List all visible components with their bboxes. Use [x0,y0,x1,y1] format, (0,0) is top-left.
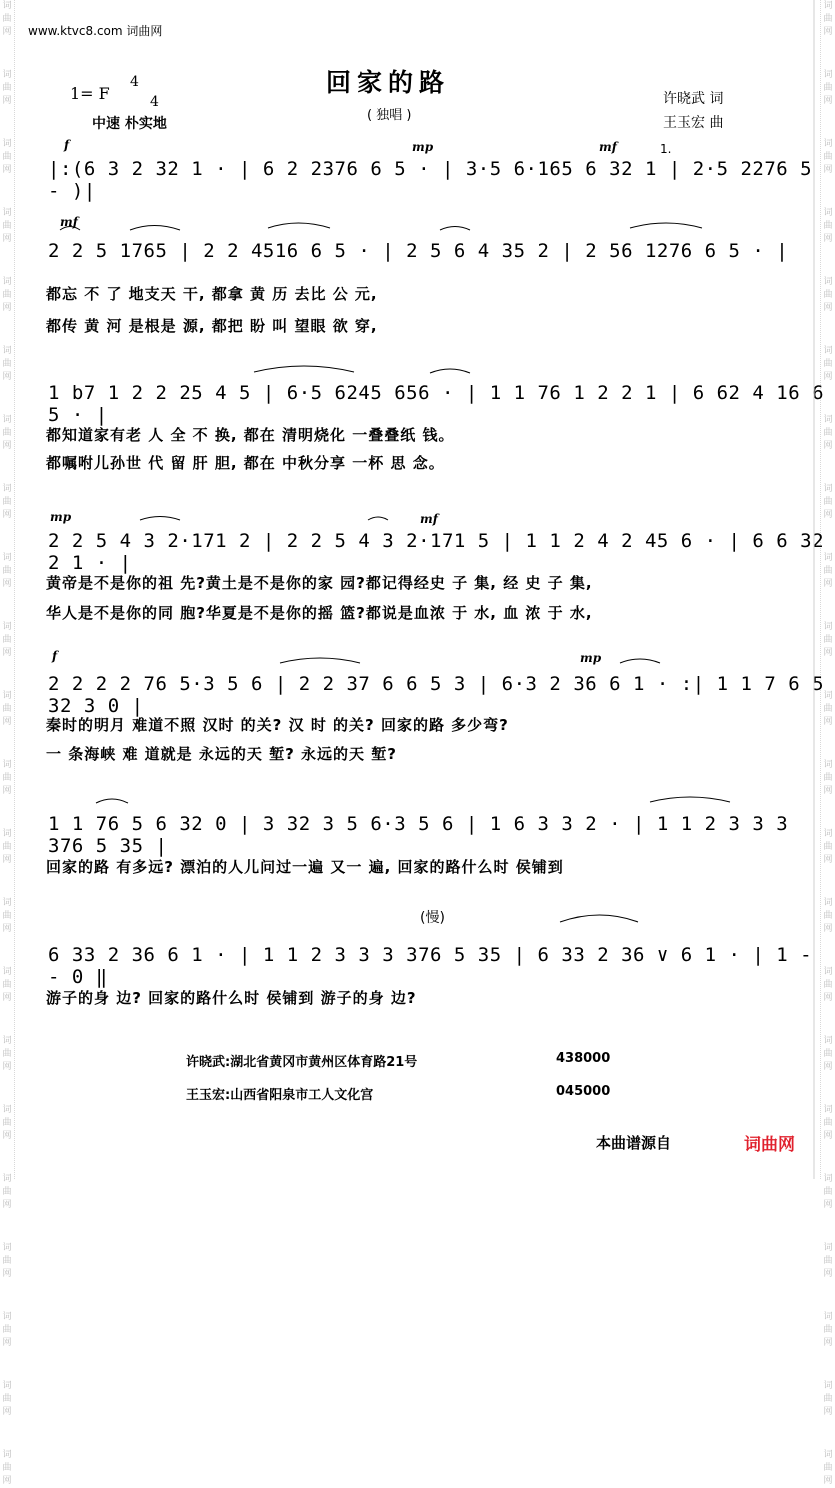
slur-mark [560,915,638,922]
slur-mark [268,223,330,228]
watermark-glyph: 词 曲 网 [2,829,12,865]
watermark-glyph: 词 曲 网 [823,553,833,589]
watermark-glyph: 词 曲 网 [823,967,833,1003]
composer-credit: 王玉宏 曲 [663,115,724,131]
watermark-glyph: 词 曲 网 [823,829,833,865]
slur-mark [620,659,660,663]
time-signature-bottom: 4 [150,94,159,110]
notation-line-5: 2 2 2 2 76 5·3 5 6 | 2 2 37 6 6 5 3 | 6·3 2 36 6 1 · :| 1 1 7 6 5 32 3 0 | [48,673,825,717]
zip-lyricist: 438000 [556,1051,611,1066]
lyric-line-6a: 回家的路 有多远? 漂泊的人儿问过一遍 又一 遍, 回家的路什么时 侯铺到 [46,858,564,876]
watermark-glyph: 词 曲 网 [823,622,833,658]
watermark-glyph: 词 曲 网 [2,1036,12,1072]
notation-line-2: 2 2 5 1765 | 2 2 4516 6 5 · | 2 5 6 4 35 2 | 2 56 1276 6 5 · | [48,240,789,262]
slur-mark [140,517,180,521]
lyric-line-7a: 游子的身 边? 回家的路什么时 侯铺到 游子的身 边? [46,989,417,1007]
lyric-line-2a: 都忘 不 了 地支天 干, 都拿 黄 历 去比 公 元, [46,285,378,303]
watermark-glyph: 词 曲 网 [2,1381,12,1417]
watermark-glyph: 词 曲 网 [2,70,12,106]
watermark-glyph: 词 曲 网 [2,1243,12,1279]
watermark-glyph: 词 曲 网 [823,1312,833,1348]
song-title: 回家的路 [326,68,451,97]
dynamic-f-2: f [52,649,58,663]
dynamic-mp-1: mp [412,140,434,154]
address-lyricist: 许晓武:湖北省黄冈市黄州区体育路21号 [186,1055,418,1070]
notation-line-3: 1 b7 1 2 2 25 4 5 | 6·5 6245 656 · | 1 1 76 1 2 2 1 | 6 62 4 16 6 5 · | [48,382,825,426]
watermark-glyph: 词 曲 网 [823,1450,833,1486]
slur-mark [440,227,470,231]
watermark-glyph: 词 曲 网 [823,139,833,175]
slur-mark [368,517,388,520]
watermark-glyph: 词 曲 网 [2,760,12,796]
watermark-glyph: 词 曲 网 [823,691,833,727]
source-logo[interactable]: 词曲网 [744,1135,795,1155]
tempo-marking: 中速 朴实地 [92,116,167,132]
watermark-glyph: 词 曲 网 [2,484,12,520]
watermark-glyph: 词 曲 网 [823,1243,833,1279]
watermark-glyph: 词 曲 网 [2,139,12,175]
watermark-glyph: 词 曲 网 [823,760,833,796]
dynamic-f-1: f [64,138,70,152]
watermark-glyph: 词 曲 网 [823,70,833,106]
source-label: 本曲谱源自 [596,1134,672,1152]
watermark-glyph: 词 曲 网 [823,1381,833,1417]
lyric-line-4b: 华人是不是你的同 胞?华夏是不是你的摇 篮?都说是血浓 于 水, 血 浓 于 水, [46,604,593,622]
watermark-glyph: 词 曲 网 [823,277,833,313]
notation-line-4: 2 2 5 4 3 2·171 2 | 2 2 5 4 3 2·171 5 | 1 1 2 4 2 45 6 · | 6 6 32 2 1 · | [48,530,825,574]
watermark-glyph: 词 曲 网 [2,415,12,451]
site-header[interactable]: www.ktvc8.com 词曲网 [28,24,163,38]
watermark-glyph: 词 曲 网 [823,346,833,382]
watermark-glyph: 词 曲 网 [2,1312,12,1348]
lyric-line-3b: 都嘱咐儿孙世 代 留 肝 胆, 都在 中秋分享 一杯 思 念。 [46,454,445,472]
watermark-glyph: 词 曲 网 [823,1036,833,1072]
watermark-glyph: 词 曲 网 [823,898,833,934]
lyric-line-2b: 都传 黄 河 是根是 源, 都把 盼 叫 望眼 欲 穿, [46,317,378,335]
slur-mark [60,227,80,231]
slur-mark [254,366,354,372]
song-subtitle: ( 独唱 ) [367,108,412,123]
slur-mark [630,223,702,228]
watermark-glyph: 词 曲 网 [2,208,12,244]
notation-line-7: 6 33 2 36 6 1 · | 1 1 2 3 3 3 376 5 35 | 6 33 2 36 ∨ 6 1 · | 1 - - 0 ‖ [48,944,813,988]
volta-one: 1. [660,142,672,156]
watermark-glyph: 词 曲 网 [823,1174,833,1210]
slur-mark [96,799,128,803]
lyric-line-5a: 秦时的明月 难道不照 汉时 的关? 汉 时 的关? 回家的路 多少弯? [46,716,509,734]
dynamic-mp-3: mp [580,651,602,665]
watermark-glyph: 词 曲 网 [2,691,12,727]
dynamic-mf-2: mf [60,215,78,229]
watermark-glyph: 词 曲 网 [2,553,12,589]
watermark-glyph: 词 曲 网 [823,484,833,520]
slow-marking: (慢) [420,910,445,926]
watermark-glyph: 词 曲 网 [2,622,12,658]
watermark-glyph: 词 曲 网 [2,1174,12,1210]
lyric-line-4a: 黄帝是不是你的祖 先?黄土是不是你的家 园?都记得经史 子 集, 经 史 子 集, [46,574,593,592]
zip-composer: 045000 [556,1084,611,1099]
watermark-glyph: 词 曲 网 [2,1105,12,1141]
watermark-glyph: 词 曲 网 [2,1450,12,1486]
slur-mark [130,226,180,231]
lyricist-credit: 许晓武 词 [663,91,724,107]
dynamic-mf-1: mf [599,140,617,154]
key-signature: 1= F [70,84,110,103]
watermark-glyph: 词 曲 网 [823,208,833,244]
notation-line-6: 1 1 76 5 6 32 0 | 3 32 3 5 6·3 5 6 | 1 6 3 3 2 · | 1 1 2 3 3 3 376 5 35 | [48,813,789,857]
watermark-glyph: 词 曲 网 [2,898,12,934]
lyric-line-3a: 都知道家有老 人 全 不 换, 都在 清明烧化 一叠叠纸 钱。 [46,426,455,444]
watermark-glyph: 词 曲 网 [823,415,833,451]
watermark-glyph: 词 曲 网 [823,1,833,37]
address-composer: 王玉宏:山西省阳泉市工人文化宫 [186,1088,374,1103]
notation-line-1: |:(6 3 2 32 1 · | 6 2 2376 6 5 · | 3·5 6·165 6 32 1 | 2·5 2276 5 - )| [48,158,813,202]
slur-mark [650,797,730,802]
watermark-glyph: 词 曲 网 [823,1105,833,1141]
watermark-glyph: 词 曲 网 [2,346,12,382]
dynamic-mp-2: mp [50,510,72,524]
watermark-glyph: 词 曲 网 [2,967,12,1003]
watermark-glyph: 词 曲 网 [2,1,12,37]
dynamic-mf-3: mf [420,512,438,526]
lyric-line-5b: 一 条海峡 难 道就是 永远的天 堑? 永远的天 堑? [46,745,397,763]
slur-mark [280,658,360,663]
watermark-glyph: 词 曲 网 [2,277,12,313]
time-signature-top: 4 [130,74,139,90]
slur-mark [430,369,470,373]
